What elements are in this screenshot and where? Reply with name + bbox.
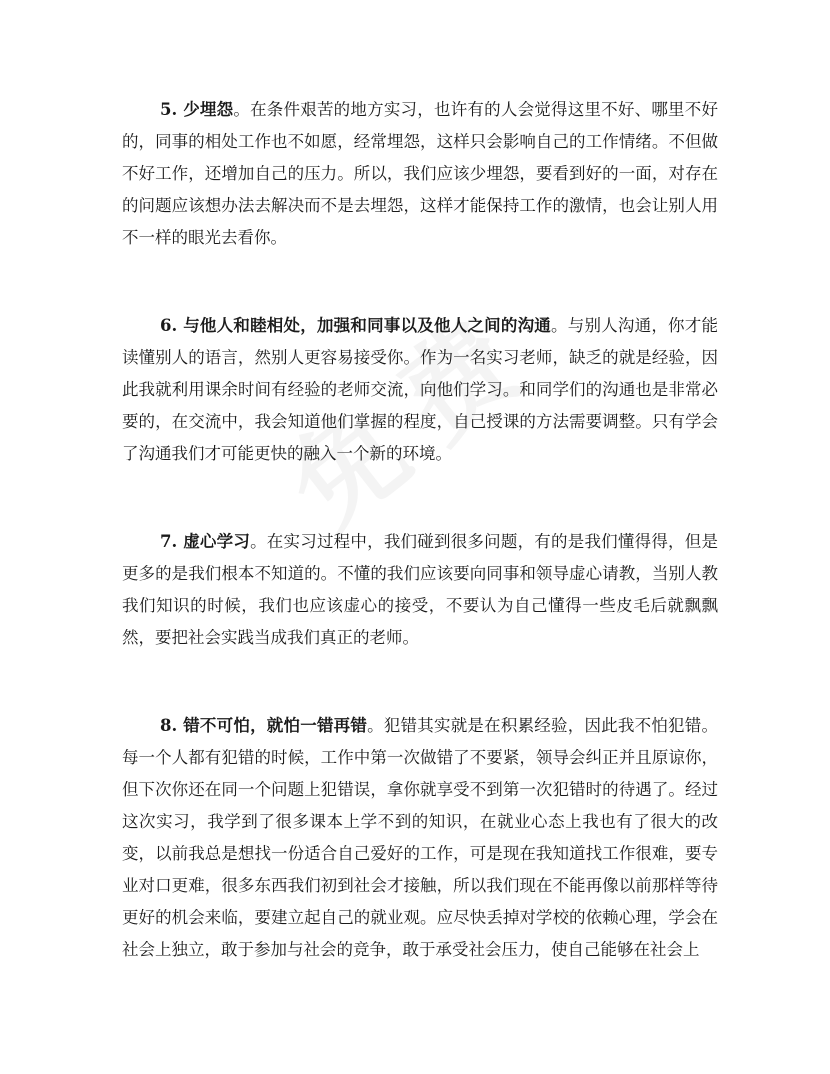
paragraph-7-heading: 7. 虚心学习 — [160, 532, 251, 551]
paragraph-5-heading: 5. 少埋怨 — [160, 100, 234, 119]
paragraph-6-heading: 6. 与他人和睦相处，加强和同事以及他人之间的沟通 — [160, 316, 552, 335]
paragraph-7-body: 。在实习过程中，我们碰到很多问题，有的是我们懂得得，但是更多的是我们根本不知道的。不懂的我们应该要向同事和领导虚心请教，当别人教我们知识的时候，我们也应该虚心的接受，不要认为自己懂得一些皮毛后就飘飘然，要把社会实践当成我们真正的老师。 — [122, 532, 718, 647]
paragraph-6 — [122, 310, 718, 470]
paragraph-6-body: 。与别人沟通，你才能读懂别人的语言，然别人更容易接受你。作为一名实习老师，缺乏的就是经验，因此我就利用课余时间有经验的老师交流，向他们学习。和同学们的沟通也是非常必要的，在交流中，我会知道他们掌握的程度，自己授课的方法需要调整。只有学会了沟通我们才可能更快的融入一个新的环境。 — [122, 316, 718, 463]
paragraph-5 — [122, 94, 718, 254]
paragraph-8-body: 。犯错其实就是在积累经验，因此我不怕犯错。每一个人都有犯错的时候，工作中第一次做错了不要紧，领导会纠正并且原谅你，但下次你还在同一个问题上犯错误，拿你就享受不到第一次犯错时的待遇了。经过这次实习，我学到了很多课本上学不到的知识，在就业心态上我也有了很大的改变，以前我总是想找一份适合自己爱好的工作，可是现在我知道找工作很难，要专业对口更难，很多东西我们初到社会才接触，所以我们现在不能再像以前那样等待更好的机会来临，要建立起自己的就业观。应尽快丢掉对学校的依赖心理，学会在社会上独立，敢于参加与社会的竞争，敢于承受社会压力，使自己能够在社会上 — [122, 716, 718, 959]
paragraph-5-body: 。在条件艰苦的地方实习，也许有的人会觉得这里不好、哪里不好的，同事的相处工作也不如愿，经常埋怨，这样只会影响自己的工作情绪。不但做不好工作，还增加自己的压力。所以，我们应该少埋怨，要看到好的一面，对存在的问题应该想办法去解决而不是去埋怨，这样才能保持工作的激情，也会让别人用不一样的眼光去看你。 — [122, 100, 718, 247]
paragraph-8-heading: 8. 错不可怕，就怕一错再错 — [160, 716, 368, 735]
paragraph-8 — [122, 710, 718, 966]
paragraph-7 — [122, 526, 718, 654]
